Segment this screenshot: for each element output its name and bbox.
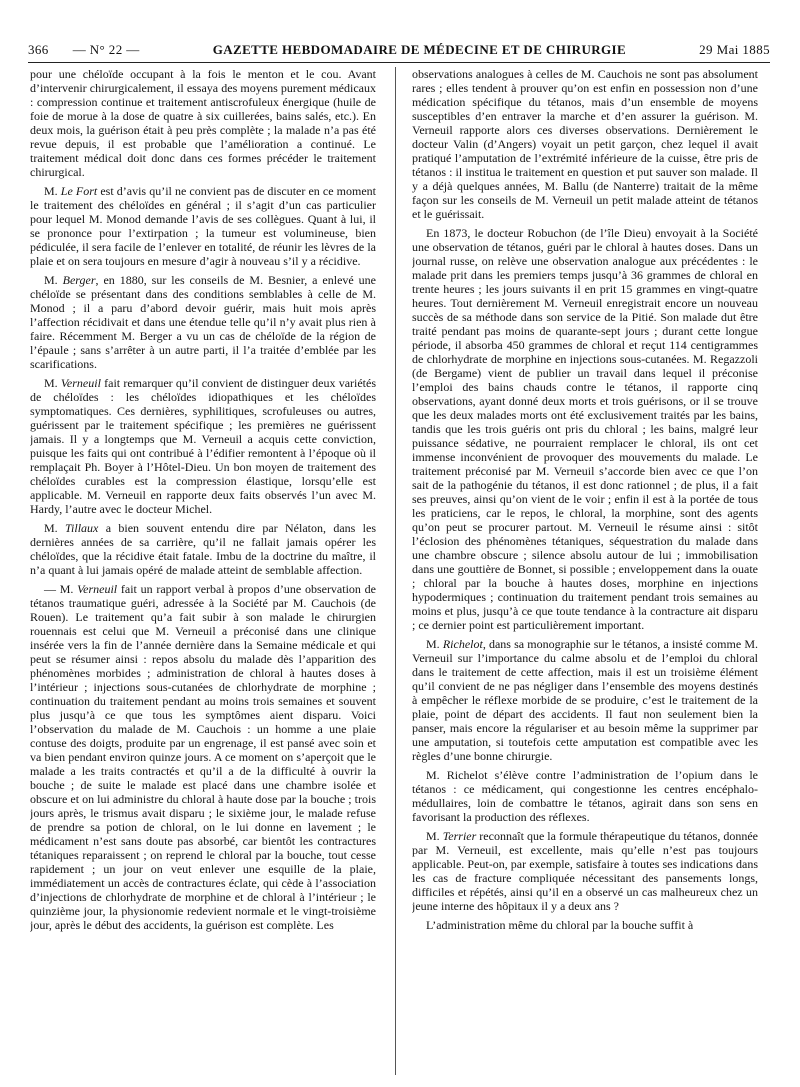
paragraph-text: fait un rapport verbal à propos d’une observation de tétanos traumatique guéri, adressée à la Société par M. Cauchois (de Rouen). Le traitement qu’a fait subir à son malade le chirurgien rouennais est celui que M. Verneuil a préconisé dans une clinique insérée vers la fin de l’année dernière dans la Semaine médicale et qui peut se résumer ainsi : repos absolu du malade dès l’apparition des phénomènes morbides ; administration de chloral à hautes doses à l’intérieur ; injections sous-cutanées de chlorhydrate de morphine ; continuation du traitement pendant au moins trois semaines et souvent plus jusqu’à ce que tous les symptômes aient disparu. Voici l’observation du malade de M. Cauchois : un homme a une plaie contuse des doigts, produite par un engrenage, il est pansé avec soin et va bien pendant environ quinze jours. A ce moment on s’aperçoit que le malade a les traits contractés et qu’il a de la difficulté à ouvrir la bouche ; de suite le malade est placé dans une chambre isolée et obscure et on lui administre du chloral à haute dose par la bouche ; trois jours après, le trismus avait disparu ; le sixième jour, le malade refuse de prendre sa potion de chloral, on le lui donne en lavement ; le médicament n’est sans doute pas absorbé, car bientôt les contractures tétaniques reparaissent ; on reprend le chloral par la bouche, tout cesse rapidement ; un jour on veut enlever une esquille de la plaie, immédiatement un accès de contractures éclate, qui cède à l’association d’injections de chlorhydrate de morphine et de chloral à l’intérieur ; le quinzième jour, la physionomie redevient normale et le vingt-troisième jour, après le début des accidents, la guérison est complète. Les	[30, 582, 376, 932]
paragraph	[412, 768, 758, 824]
paragraph-text: M. Richelot s’élève contre l’administration de l’opium dans le tétanos : ce médicament, qui congestionne les centres encéphalo-médullaires, loin de combattre le tétanos, agirait dans son sens en favorisant la production des réflexes.	[412, 768, 758, 824]
paragraph-lead: M.	[44, 273, 63, 287]
paragraph-lead: M.	[44, 376, 61, 390]
paragraph	[30, 521, 376, 577]
paragraph-text: reconnaît que la formule thérapeutique du tétanos, donnée par M. Verneuil, est excellente, mais qu’elle n’est pas toujours applicable. Peut-on, par exemple, satisfaire à toutes ses indications dans les cas de fracture compliquée nécessitant des pansements longs, difficiles et répétés, ainsi qu’il en a observé un cas malheureux chez un jeune interne des hôpitaux il y a deux ans ?	[412, 829, 758, 913]
paragraph-text: fait remarquer qu’il convient de distinguer deux variétés de chéloïdes : les chéloïdes idiopathiques et les chéloïdes symptomatiques. Ces dernières, syphilitiques, scrofuleuses ou autres, guérissent par le traitement spécifique ; les premières ne guérissent jamais. Il y a longtemps que M. Verneuil a acquis cette conviction, puisque les faits qui ont contribué à l’édifier remontent à l’époque où il remplaçait Ph. Boyer à l’Hôtel-Dieu. Un bon moyen de traitement des chéloïdes curables est la compression élastique, lorsqu’elle est applicable. M. Verneuil en rapporte deux faits observés l’un avec M. Hardy, l’autre avec le docteur Michel.	[30, 376, 376, 516]
speaker-name: Berger	[62, 273, 96, 287]
paragraph	[412, 637, 758, 763]
paragraph-lead: M.	[426, 637, 443, 651]
paragraph-text: observations analogues à celles de M. Cauchois ne sont pas absolument rares ; elles tendent à prouver qu’on est enfin en possession non d’une médication spécifique du tétanos, mais d’un ensemble de moyens susceptibles d’en entraver la marche et d’en assurer la guérison. M. Verneuil rapporte alors ces diverses observations. Dernièrement le docteur Valin (d’Angers) voyait un petit garçon, chez lequel il avait pratiqué l’amputation de l’extrémité inférieure de la cuisse, être pris de tétanos : il institua le traitement en question et put sauver son malade. Il y a déjà quelques années, M. Ballu (de Nanterre) traitait de la même façon sur les conseils de M. Verneuil un petit malade atteint de tétanos et le guérissait.	[412, 67, 758, 221]
paragraph	[30, 376, 376, 516]
paragraph	[30, 582, 376, 932]
speaker-name: Verneuil	[77, 582, 118, 596]
paragraph-text: En 1873, le docteur Robuchon (de l’île Dieu) envoyait à la Société une observation de tétanos, guéri par le chloral à hautes doses. Dans un journal russe, on relève une observation analogue aux précédentes : le malade prit dans les premiers temps jusqu’à 36 grammes de chloral en trente heures ; les jours suivants il en prit 15 grammes en vingt-quatre heures. Tout dernièrement M. Verneuil enregistrait encore un nouveau succès de sa méthode dans son service de la Pitié. Son malade dut être traité pendant pas moins de quarante-sept jours ; durant cette longue période, il absorba 450 grammes de chloral et reçut 114 centigrammes de chlorhydrate de morphine en injections sous-cutanées. M. Regazzoli (de Bergame) vient de publier un travail dans lequel il préconise l’emploi des bains chauds contre le tétanos, il rapporte cinq observations, ayant donné deux morts et trois guérisons, or il se trouve que les deux malades morts ont été exclusivement traités par les bains, tandis que les trois guéris ont pris du chloral ; les bains, malgré leur puissance sédative, ne pourraient remplacer le chloral, ils ont cet immense inconvénient de provoquer des mouvements du malade. Le traitement préconisé par M. Verneuil s’accorde bien avec ce que l’on sait de la pathogénie du tétanos, il est donc rationnel ; de plus, il a fait ses preuves, ainsi qu’on vient de le voir ; enfin il est à la portée de tous les praticiens, car le repos, le chloral, la morphine, sont des agents qu’on peut se procurer partout. M. Verneuil le résume ainsi : sitôt l’éclosion des phénomènes tétaniques, séquestration du malade dans une chambre obscure ; silence absolu autour de lui ; immobilisation dans une gouttière de Bonnet, si possible ; enveloppement dans la ouate ; chloral par la bouche à hautes doses, morphine en injections hypodermiques ; continuation du traitement pendant trois semaines au moins et plus, jusqu’à ce que toute tendance à la contracture ait disparu ; ce dernier point est particulièrement important.	[412, 226, 758, 632]
speaker-name: Verneuil	[60, 376, 101, 390]
issue-date: 29 Mai 1885	[699, 42, 770, 57]
paragraph	[412, 226, 758, 632]
speaker-name: Richelot	[442, 637, 483, 651]
paragraph	[412, 67, 758, 221]
journal-title: GAZETTE HEBDOMADAIRE DE MÉDECINE ET DE CHIRURGIE	[212, 42, 627, 57]
left-column	[30, 67, 376, 1077]
paragraph-lead: M.	[44, 521, 66, 535]
paragraph-text: , en 1880, sur les conseils de M. Besnier, a enlevé une chéloïde se présentant dans des conditions semblables à celle de M. Monod ; il a paru d’abord devoir guérir, mais huit mois après l’affection récidivait et dans une étendue telle qu’il n’y avait plus rien à faire. Récemment M. Berger a vu un cas de chéloïde de la région de l’épaule ; sans s’arrêter à un autre parti, il l’a traitée d’emblée par les scarifications.	[30, 273, 376, 371]
paragraph-lead: M.	[426, 829, 443, 843]
header-rule	[28, 62, 770, 63]
speaker-name: Le Fort	[60, 184, 98, 198]
paragraph	[30, 67, 376, 179]
paragraph-lead: M.	[44, 184, 61, 198]
issue-number: — N° 22 —	[72, 42, 140, 57]
paragraph	[30, 184, 376, 268]
paragraph	[412, 829, 758, 913]
right-column	[412, 67, 758, 1077]
column-divider	[395, 67, 396, 1075]
paragraph-text: pour une chéloïde occupant à la fois le menton et le cou. Avant d’intervenir chirurgicalement, il essaya des moyens purement médicaux : compression continue et traitement antiscrofuleux énergique (huile de foie de morue à la dose de quatre à six cuillerées, bains salés, etc.). En deux mois, la guérison était à peu près complète ; la malade n’a pas été revue depuis, il est probable que l’amélioration a continué. Le traitement médical doit donc dans ces formes précéder le traitement chirurgical.	[30, 67, 376, 179]
paragraph-lead: — M.	[44, 582, 78, 596]
paragraph-text: L’administration même du chloral par la bouche suffit à	[426, 918, 694, 932]
paragraph	[30, 273, 376, 371]
page-number: 366	[28, 42, 49, 57]
page-header	[28, 40, 770, 60]
paragraph-text: est d’avis qu’il ne convient pas de discuter en ce moment le traitement des chéloïdes en général ; il s’agit d’un cas particulier pour lequel M. Monod demande l’avis de ses collègues. Quant à lui, il se prononce pour l’extirpation ; la tumeur est volumineuse, bien pédiculée, il sera facile de l’enlever en totalité, de réunir les lèvres de la plaie et on sera toujours en mesure d’agir à nouveau s’il y a récidive.	[30, 184, 376, 268]
speaker-name: Terrier	[442, 829, 477, 843]
paragraph	[412, 918, 758, 932]
paragraph-text: a bien souvent entendu dire par Nélaton, dans les dernières années de sa carrière, qu’il ne fallait jamais opérer les chéloïdes, que la récidive était fatale. Imbu de la doctrine du maître, il n’a quant à lui jamais opéré de malade atteint de semblable affection.	[30, 521, 376, 577]
paragraph-text: , dans sa monographie sur le tétanos, a insisté comme M. Verneuil sur l’importance du calme absolu et de l’emploi du chloral dans le traitement de cette affection, mais il est un troisième élément qu’il convient de ne pas négliger dans l’ensemble des moyens destinés à empêcher le réflexe morbide de se produire, c’est le traitement de la plaie, point de départ des accidents. Il faut non seulement bien la panser, mais encore la régulariser et au besoin même la supprimer par une amputation, si toutefois cette amputation est compatible avec les règles d’une bonne chirurgie.	[412, 637, 758, 763]
speaker-name: Tillaux	[65, 521, 99, 535]
